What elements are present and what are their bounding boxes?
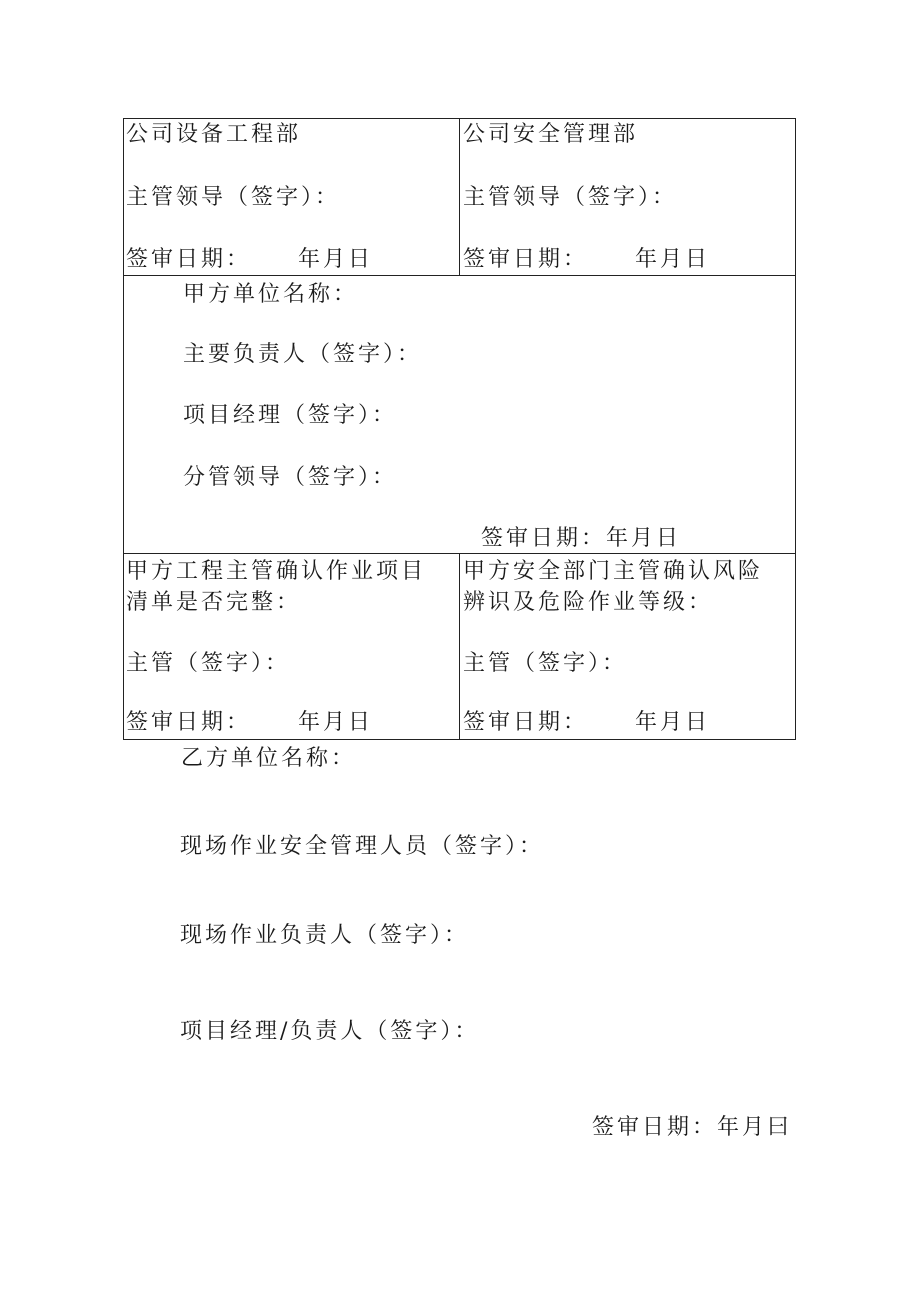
engineering-confirm-line2: 清单是否完整： xyxy=(126,590,302,615)
equipment-date-label: 签审日期： xyxy=(126,247,252,272)
party-a-project-manager-label: 项目经理（签字）： xyxy=(183,403,398,428)
safety-date-label: 签审日期： xyxy=(463,247,589,272)
party-a-date-label: 签审日期：年月日 xyxy=(481,526,682,551)
equipment-date-ymd: 年月日 xyxy=(298,247,374,272)
party-b-safety-manager-label: 现场作业安全管理人员（签字）： xyxy=(180,834,545,859)
table-left-border xyxy=(123,118,124,740)
safety-confirm-line1: 甲方安全部门主管确认风险 xyxy=(463,559,764,584)
party-b-date-label: 签审日期：年月曰 xyxy=(592,1115,793,1140)
table-right-border xyxy=(795,118,796,740)
party-b-unit-name-label: 乙方单位名称： xyxy=(181,746,357,771)
equipment-dept-title: 公司设备工程部 xyxy=(126,122,302,147)
safety-row3-date-label: 签审日期： xyxy=(463,710,589,735)
equipment-leader-signature-label: 主管领导（签字）： xyxy=(126,185,341,210)
party-a-unit-name-label: 甲方单位名称： xyxy=(183,282,359,307)
engineering-date-label: 签审日期： xyxy=(126,710,252,735)
engineering-confirm-line1: 甲方工程主管确认作业项目 xyxy=(126,559,427,584)
engineering-date-ymd: 年月日 xyxy=(298,710,374,735)
safety-leader-signature-label: 主管领导（签字）： xyxy=(463,185,678,210)
safety-row3-date-ymd: 年月日 xyxy=(635,710,711,735)
safety-date-ymd: 年月日 xyxy=(635,247,711,272)
row1-middle-divider xyxy=(459,118,460,276)
party-b-project-manager-label: 项目经理/负责人（签字）： xyxy=(180,1019,480,1044)
party-b-site-responsible-label: 现场作业负责人（签字）： xyxy=(180,923,470,948)
engineering-supervisor-signature-label: 主管（签字）： xyxy=(126,651,291,676)
party-a-main-responsible-label: 主要负责人（签字）： xyxy=(183,342,423,367)
safety-confirm-line2: 辨识及危险作业等级： xyxy=(463,590,714,615)
party-a-deputy-leader-label: 分管领导（签字）： xyxy=(183,465,398,490)
safety-supervisor-signature-label: 主管（签字）： xyxy=(463,651,628,676)
row3-middle-divider xyxy=(459,553,460,740)
safety-dept-title: 公司安全管理部 xyxy=(463,122,639,147)
